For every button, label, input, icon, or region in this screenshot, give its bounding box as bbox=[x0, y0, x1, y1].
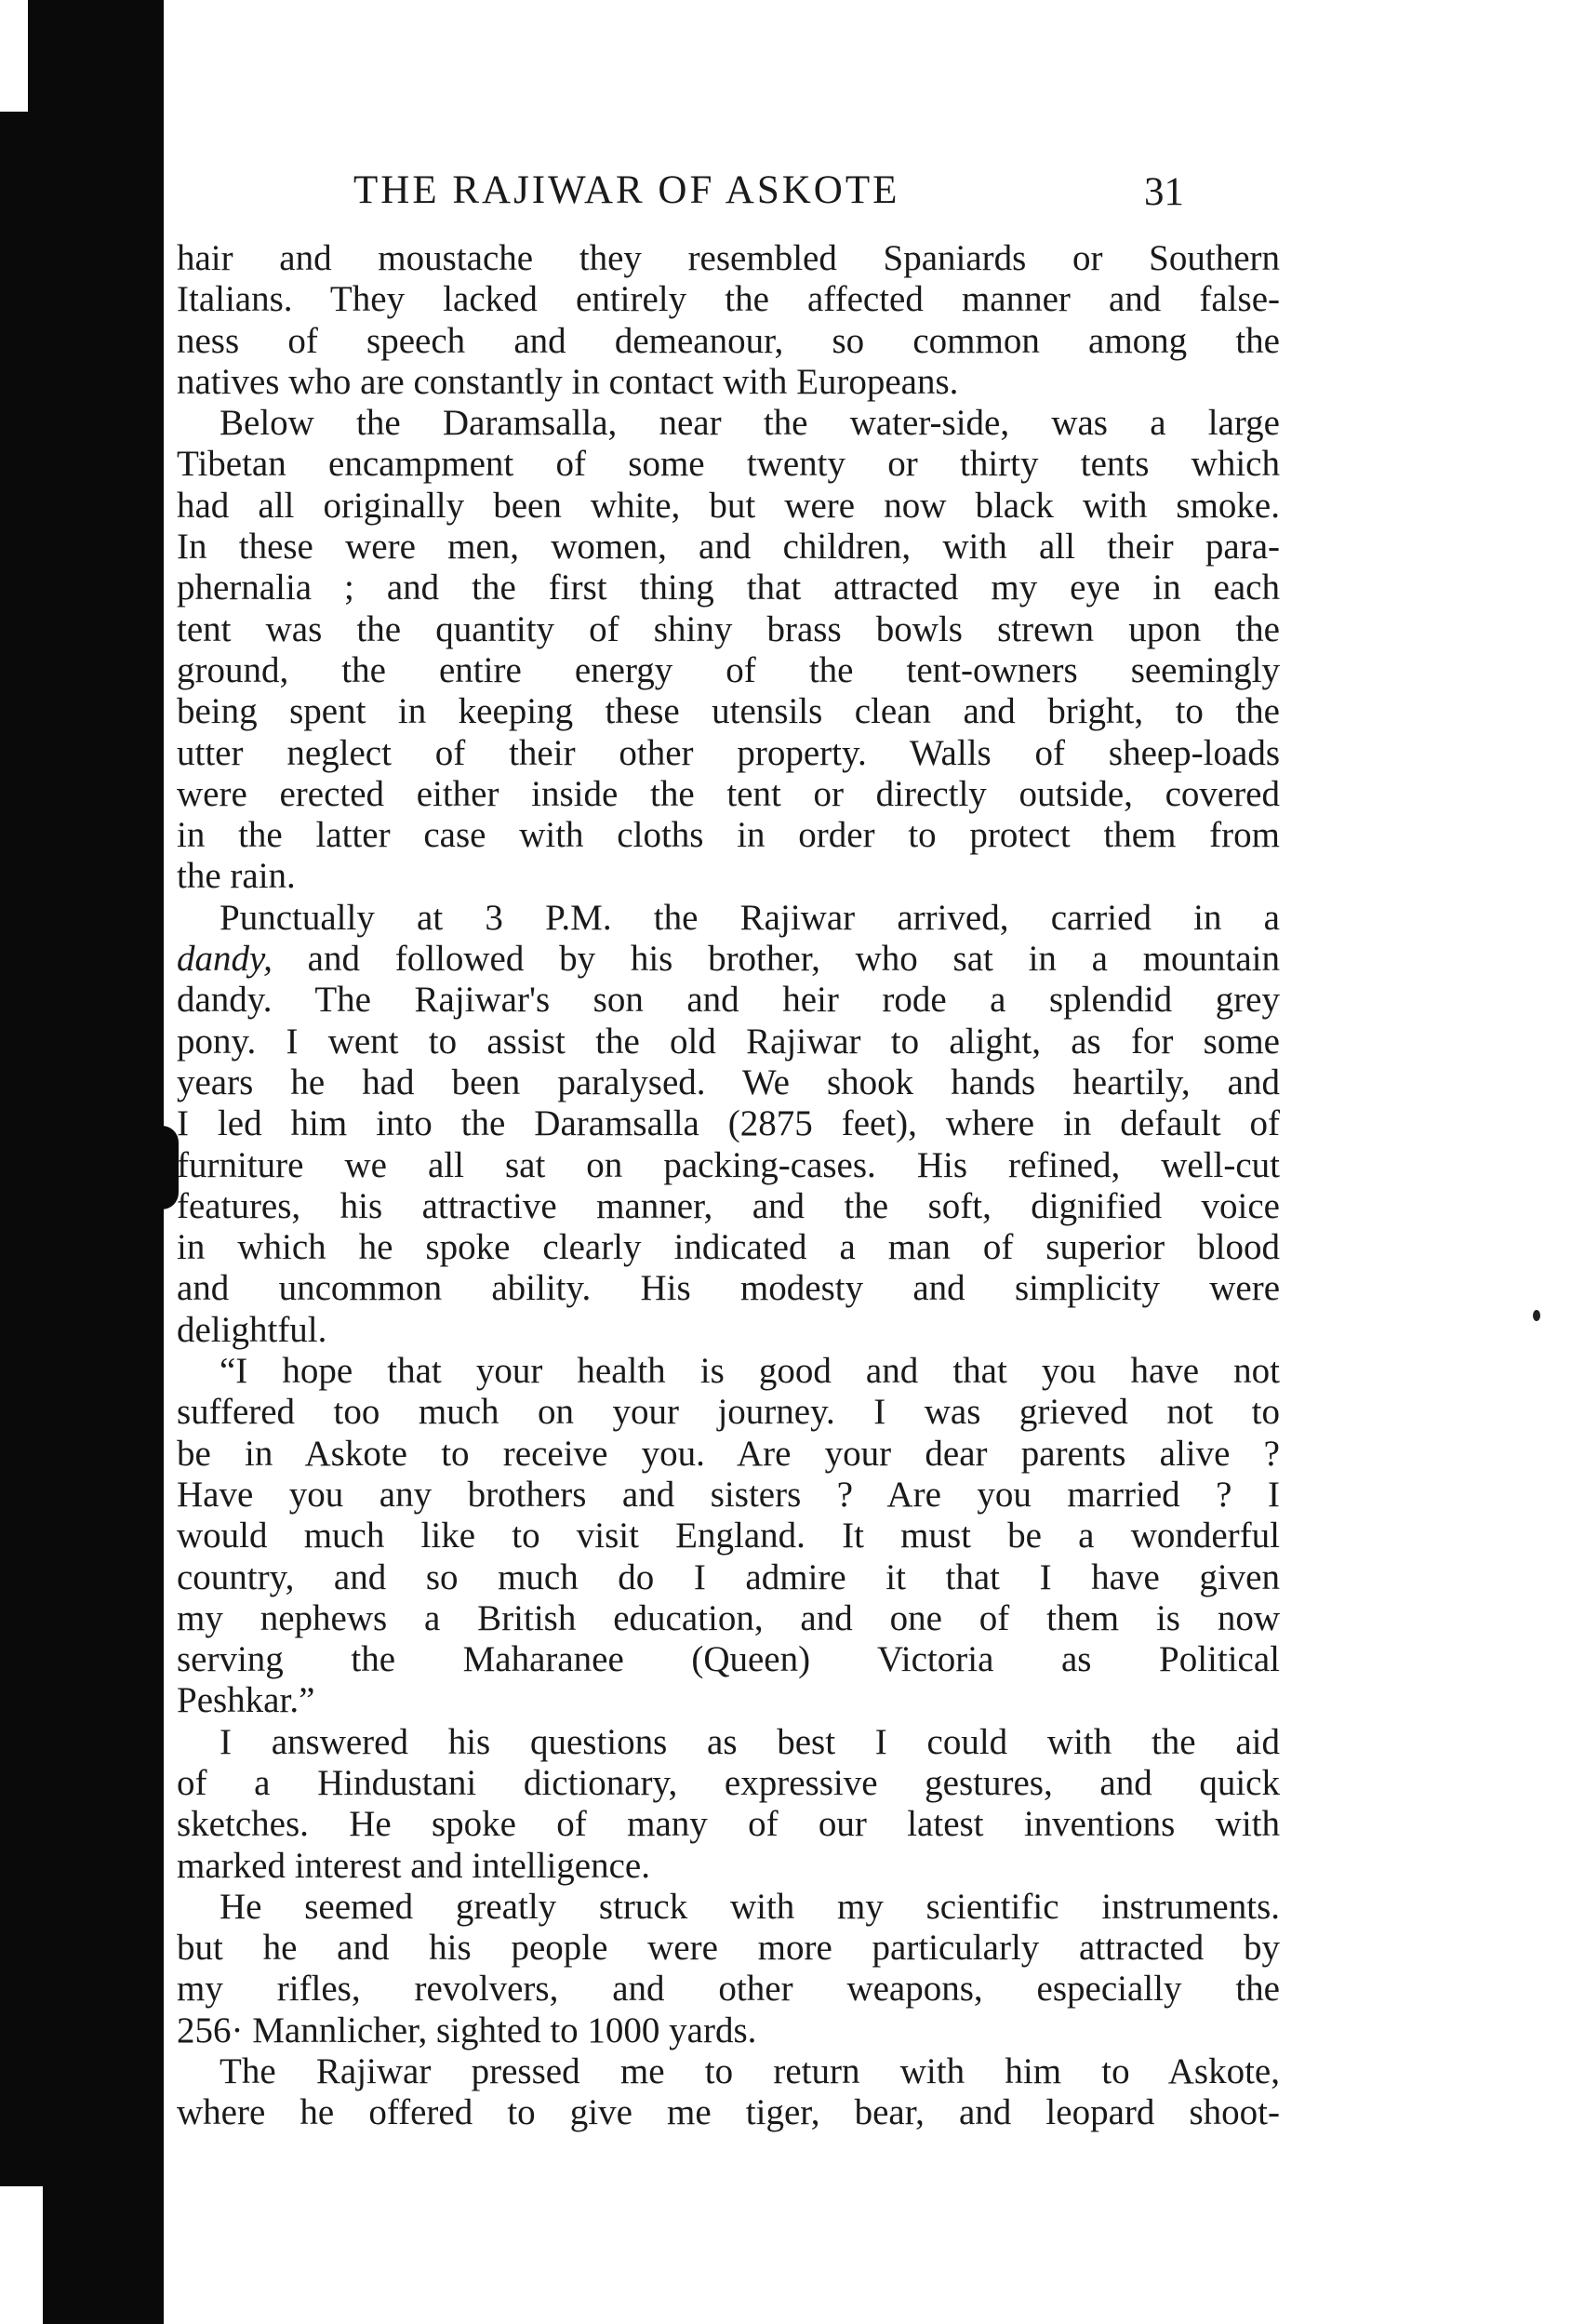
text-line: I led him into the Daramsalla (2875 feet), where in default of bbox=[177, 1103, 1280, 1144]
text-line: delightful. bbox=[177, 1309, 327, 1350]
text-line bbox=[177, 939, 1280, 980]
text-line: natives who are constantly in contact with Europeans. bbox=[177, 361, 959, 402]
text-line: where he offered to give me tiger, bear, and leopard shoot- bbox=[177, 2092, 1280, 2133]
text-line: my nephews a British education, and one of them is now bbox=[177, 1597, 1280, 1638]
text-line: Tibetan encampment of some twenty or thirty tents which bbox=[177, 444, 1280, 485]
text-line: in which he spoke clearly indicated a man of superior blood bbox=[177, 1227, 1280, 1268]
text-line: ness of speech and demeanour, so common among the bbox=[177, 320, 1280, 361]
running-head bbox=[353, 167, 1284, 223]
text-line: in the latter case with cloths in order to protect them from bbox=[177, 815, 1280, 856]
text-line: Have you any brothers and sisters ? Are you married ? I bbox=[177, 1474, 1280, 1515]
text-line: furniture we all sat on packing-cases. His refined, well-cut bbox=[177, 1144, 1280, 1185]
text-line: serving the Maharanee (Queen) Victoria as Political bbox=[177, 1639, 1280, 1680]
text-line: dandy. The Rajiwar's son and heir rode a splendid grey bbox=[177, 980, 1280, 1021]
text-line: the rain. bbox=[177, 856, 296, 897]
text-line-rest: and followed by his brother, who sat in a mountain bbox=[307, 939, 1281, 980]
page-text bbox=[177, 238, 1280, 2134]
binding-bulge bbox=[156, 1126, 179, 1209]
paragraph-start-line: Punctually at 3 P.M. the Rajiwar arrived, carried in a bbox=[220, 897, 1280, 938]
page-edge-top bbox=[0, 0, 28, 112]
text-line: being spent in keeping these utensils clean and bright, to the bbox=[177, 691, 1280, 732]
text-line: utter neglect of their other property. Walls of sheep-loads bbox=[177, 732, 1280, 773]
text-line: marked interest and intelligence. bbox=[177, 1845, 650, 1886]
paragraph-start-line: Below the Daramsalla, near the water-side, was a large bbox=[220, 403, 1280, 444]
paragraph-start-line: He seemed greatly struck with my scientific instruments. bbox=[220, 1886, 1280, 1927]
running-title: THE RAJIWAR OF ASKOTE bbox=[353, 168, 900, 212]
text-line: features, his attractive manner, and the soft, dignified voice bbox=[177, 1185, 1280, 1226]
text-line: In these were men, women, and children, with all their para- bbox=[177, 527, 1280, 568]
page-number: 31 bbox=[1144, 170, 1184, 214]
text-line: pony. I went to assist the old Rajiwar to alight, as for some bbox=[177, 1021, 1280, 1062]
text-line: were erected either inside the tent or directly outside, covered bbox=[177, 773, 1280, 814]
text-line: suffered too much on your journey. I was grieved not to bbox=[177, 1392, 1280, 1433]
book-binding-shadow bbox=[0, 0, 164, 2324]
paragraph-start-line: I answered his questions as best I could with the aid bbox=[220, 1721, 1280, 1762]
text-line: Peshkar.” bbox=[177, 1680, 315, 1721]
text-line: would much like to visit England. It must be a wonderful bbox=[177, 1516, 1280, 1556]
text-line: and uncommon ability. His modesty and simplicity were bbox=[177, 1268, 1280, 1309]
italic-word: dandy, bbox=[177, 939, 273, 980]
paragraph-start-line: “I hope that your health is good and that you have not bbox=[220, 1351, 1280, 1392]
text-line: ground, the entire energy of the tent-owners seemingly bbox=[177, 649, 1280, 690]
text-line: my rifles, revolvers, and other weapons, especially the bbox=[177, 1969, 1280, 2010]
ink-speck bbox=[1533, 1310, 1540, 1321]
page-edge-bottom bbox=[0, 2186, 43, 2324]
text-line: of a Hindustani dictionary, expressive gestures, and quick bbox=[177, 1762, 1280, 1803]
text-line: sketches. He spoke of many of our latest inventions with bbox=[177, 1804, 1280, 1845]
text-line: phernalia ; and the first thing that attracted my eye in each bbox=[177, 568, 1280, 608]
text-line: but he and his people were more particularly attracted by bbox=[177, 1928, 1280, 1969]
text-line: years he had been paralysed. We shook hands heartily, and bbox=[177, 1062, 1280, 1102]
text-line: 256· Mannlicher, sighted to 1000 yards. bbox=[177, 2010, 757, 2050]
text-line: hair and moustache they resembled Spaniards or Southern bbox=[177, 238, 1280, 278]
paragraph-start-line: The Rajiwar pressed me to return with him to Askote, bbox=[220, 2051, 1280, 2092]
text-line: Italians. They lacked entirely the affected manner and false- bbox=[177, 279, 1280, 320]
text-line: be in Askote to receive you. Are your dear parents alive ? bbox=[177, 1433, 1280, 1474]
text-line: country, and so much do I admire it that I have given bbox=[177, 1556, 1280, 1597]
text-line: had all originally been white, but were now black with smoke. bbox=[177, 485, 1280, 526]
text-line: tent was the quantity of shiny brass bowls strewn upon the bbox=[177, 608, 1280, 649]
